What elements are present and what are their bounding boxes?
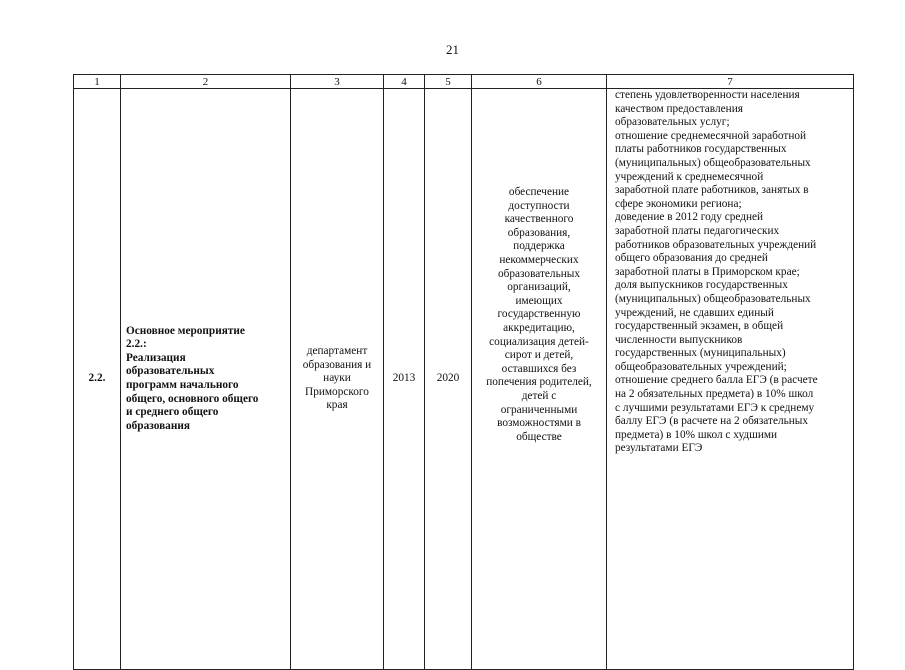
text-line: образования [126, 419, 190, 432]
text-line: заработной платы в Приморском крае; [615, 265, 800, 278]
text-line: обеспечение [508, 186, 570, 198]
text-line: образовательных [126, 365, 215, 378]
text-line: образования, [507, 226, 571, 239]
text-line: поддержка [513, 240, 565, 253]
text-line: доведение в 2012 году средней [615, 211, 764, 224]
text-line: доступности [508, 199, 570, 212]
text-line: ограниченными [500, 403, 578, 416]
header-col-6: 6 [472, 75, 607, 89]
text-line: сирот и детей, [504, 349, 574, 362]
text-line: образования и [302, 358, 372, 371]
text-line: имеющих [515, 294, 563, 307]
text-line: департамент [306, 345, 368, 358]
text-line: заработной плате работников, занятых в [615, 184, 809, 197]
header-col-5: 5 [425, 75, 472, 89]
text-line: науки [323, 372, 351, 385]
text-line: с лучшими результатами ЕГЭ к среднему [615, 401, 815, 414]
text-line: численности выпускников [615, 333, 743, 346]
text-line: края [326, 399, 348, 412]
text-line: предмета) в 10% школ с худшими [615, 428, 778, 441]
end-year: 2020 [425, 89, 472, 670]
measure-title [121, 89, 291, 670]
text-line: заработной платы педагогических [615, 224, 780, 237]
indicator-lines [615, 89, 850, 456]
expected-result-lines [472, 186, 606, 444]
expected-result [472, 89, 607, 670]
table-row [74, 89, 854, 670]
program-table [73, 74, 854, 670]
text-line: аккредитацию, [503, 321, 575, 334]
text-line: детей с [521, 389, 557, 402]
header-col-7: 7 [607, 75, 854, 89]
header-col-1: 1 [74, 75, 121, 89]
text-line: Реализация [126, 351, 186, 364]
text-line: обществе [516, 430, 562, 443]
text-line: Приморского [305, 385, 369, 398]
text-line: организаций, [507, 281, 571, 294]
executor-lines [291, 345, 383, 413]
text-line: некоммерческих [499, 253, 579, 266]
text-line: баллу ЕГЭ (в расчете на 2 обязательных [615, 415, 809, 428]
text-line: учреждений, не сдавших единый [615, 306, 774, 319]
text-line: Основное мероприятие [126, 324, 245, 337]
text-line: степень удовлетворенности населения [615, 89, 800, 101]
text-line: качественного [504, 213, 574, 226]
text-line: качеством предоставления [615, 102, 743, 115]
header-col-2: 2 [121, 75, 291, 89]
row-number: 2.2. [74, 89, 121, 670]
text-line: результатами ЕГЭ [615, 442, 703, 455]
text-line: платы работников государственных [615, 143, 787, 156]
text-line: отношение среднемесячной заработной [615, 129, 807, 142]
header-col-4: 4 [384, 75, 425, 89]
header-row [74, 75, 854, 89]
text-line: на 2 обязательных предмета) в 10% школ [615, 388, 814, 401]
text-line: общеобразовательных учреждений; [615, 360, 787, 373]
text-line: государственных (муниципальных) [615, 347, 786, 360]
text-line: оставшихся без [501, 362, 577, 375]
text-line: образовательных [497, 267, 581, 280]
text-line: государственную [497, 308, 581, 321]
text-line: учреждений к среднемесячной [615, 170, 764, 183]
text-line: сфере экономики региона; [615, 197, 742, 210]
text-line: (муниципальных) общеобразовательных [615, 156, 811, 169]
text-line: общего образования до средней [615, 252, 768, 265]
text-line: социализация детей- [489, 335, 589, 348]
text-line: государственный экзамен, в общей [615, 320, 784, 333]
text-line: и среднего общего [126, 406, 219, 419]
text-line: образовательных услуг; [615, 116, 730, 129]
executor [291, 89, 384, 670]
text-line: попечения родителей, [486, 376, 592, 389]
text-line: (муниципальных) общеобразовательных [615, 292, 811, 305]
text-line: 2.2.: [126, 338, 147, 351]
text-line: отношение среднего балла ЕГЭ (в расчете [615, 374, 818, 387]
text-line: общего, основного общего [126, 392, 259, 405]
text-line: возможностями в [497, 417, 581, 430]
text-line: программ начального [126, 379, 239, 391]
text-line: работников образовательных учреждений [615, 238, 817, 251]
measure-title-lines [126, 325, 288, 434]
start-year: 2013 [384, 89, 425, 670]
page-number: 21 [446, 42, 459, 57]
header-col-3: 3 [291, 75, 384, 89]
indicators [607, 89, 854, 670]
text-line: доля выпускников государственных [615, 279, 788, 292]
